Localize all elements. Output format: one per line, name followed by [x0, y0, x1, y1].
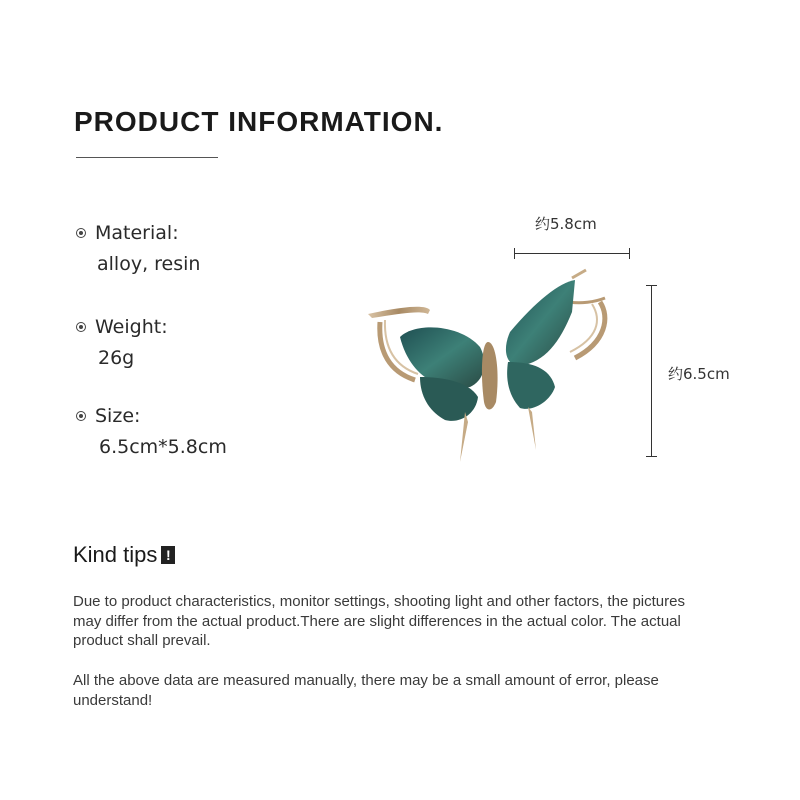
bullet-icon [76, 322, 86, 332]
tips-paragraph-1: Due to product characteristics, monitor settings, shooting light and other factors, the pictures may differ from the actual product.There are slight differences in the actual color. The actual product shall prevail. [73, 593, 685, 649]
kind-tips-heading [73, 542, 175, 568]
product-image [360, 262, 640, 482]
spec-size [76, 405, 227, 458]
spec-value: 26g [98, 347, 135, 369]
bullet-icon [76, 411, 86, 421]
spec-material [76, 222, 200, 275]
exclamation-icon: ! [161, 546, 175, 564]
tips-paragraph-2: All the above data are measured manually, there may be a small amount of error, please understand! [73, 672, 659, 709]
bullet-icon [76, 228, 86, 238]
spec-weight [76, 316, 168, 369]
spec-label: Weight: [95, 316, 168, 338]
spec-label: Material: [95, 222, 179, 244]
spec-value: alloy, resin [97, 253, 201, 275]
spec-label: Size: [95, 405, 141, 427]
page-title: PRODUCT INFORMATION. [74, 106, 444, 137]
spec-value: 6.5cm*5.8cm [99, 436, 227, 458]
title-underline [76, 157, 218, 158]
height-dimension-label: 约6.5cm [668, 365, 730, 383]
kind-tips-title: Kind tips [73, 542, 158, 567]
width-dimension-label: 约5.8cm [535, 215, 597, 233]
